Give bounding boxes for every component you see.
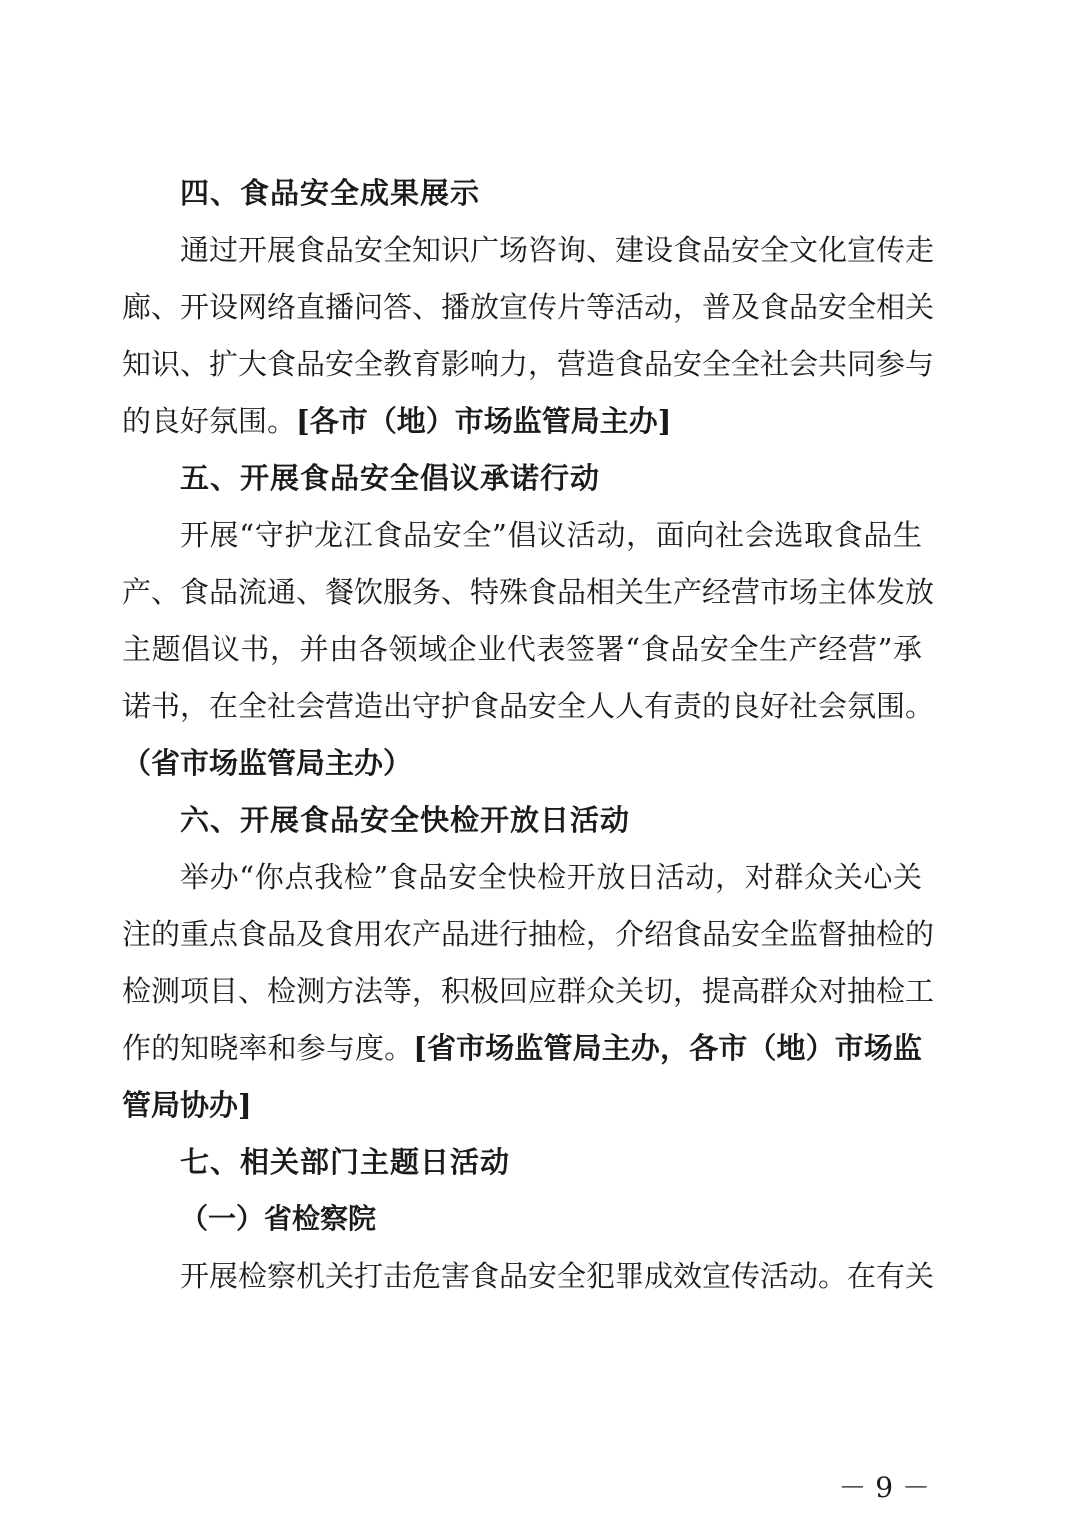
sub-heading: （一）省检察院 — [180, 1202, 377, 1235]
paragraph-line: 产、食品流通、餐饮服务、特殊食品相关生产经营市场主体发放 — [122, 575, 935, 609]
page-number: － 9 － — [838, 1471, 930, 1504]
section-heading-5: 五、开展食品安全倡议承诺行动 — [180, 461, 601, 495]
paragraph-line: 检测项目、检测方法等，积极回应群众关切，提高群众对抽检工 — [122, 974, 935, 1008]
paragraph-line — [122, 1028, 922, 1068]
paragraph-line-last — [122, 401, 922, 441]
paragraph-line: 知识、扩大食品安全教育影响力，营造食品安全全社会共同参与 — [122, 347, 935, 381]
section-heading-7: 七、相关部门主题日活动 — [180, 1145, 511, 1179]
organizer-note-continued: 管局协办] — [122, 1088, 252, 1122]
paragraph-text: 的良好氛围。 — [122, 404, 297, 438]
paragraph-line: 廊、开设网络直播问答、播放宣传片等活动，普及食品安全相关 — [122, 290, 935, 324]
organizer-note: [省市场监管局主办，各市（地）市场监 — [413, 1031, 922, 1065]
section-heading-6: 六、开展食品安全快检开放日活动 — [180, 803, 631, 837]
section-heading-4: 四、食品安全成果展示 — [180, 176, 481, 210]
paragraph-line: 开展检察机关打击危害食品安全犯罪成效宣传活动。在有关 — [180, 1259, 935, 1293]
paragraph-line: 诺书，在全社会营造出守护食品安全人人有责的良好社会氛围。 — [122, 689, 935, 723]
paragraph-text: 作的知晓率和参与度。 — [122, 1031, 414, 1065]
paragraph-line: 开展“守护龙江食品安全”倡议活动，面向社会选取食品生 — [180, 518, 922, 552]
paragraph-line: 举办“你点我检”食品安全快检开放日活动，对群众关心关 — [180, 860, 922, 894]
paragraph-line: 注的重点食品及食用农产品进行抽检，介绍食品安全监督抽检的 — [122, 917, 935, 951]
organizer-note: （省市场监管局主办） — [122, 746, 413, 780]
organizer-note: [各市（地）市场监管局主办] — [296, 404, 672, 438]
paragraph-line: 通过开展食品安全知识广场咨询、建设食品安全文化宣传走 — [180, 233, 935, 267]
paragraph-line: 主题倡议书，并由各领域企业代表签署“食品安全生产经营”承 — [122, 632, 922, 666]
